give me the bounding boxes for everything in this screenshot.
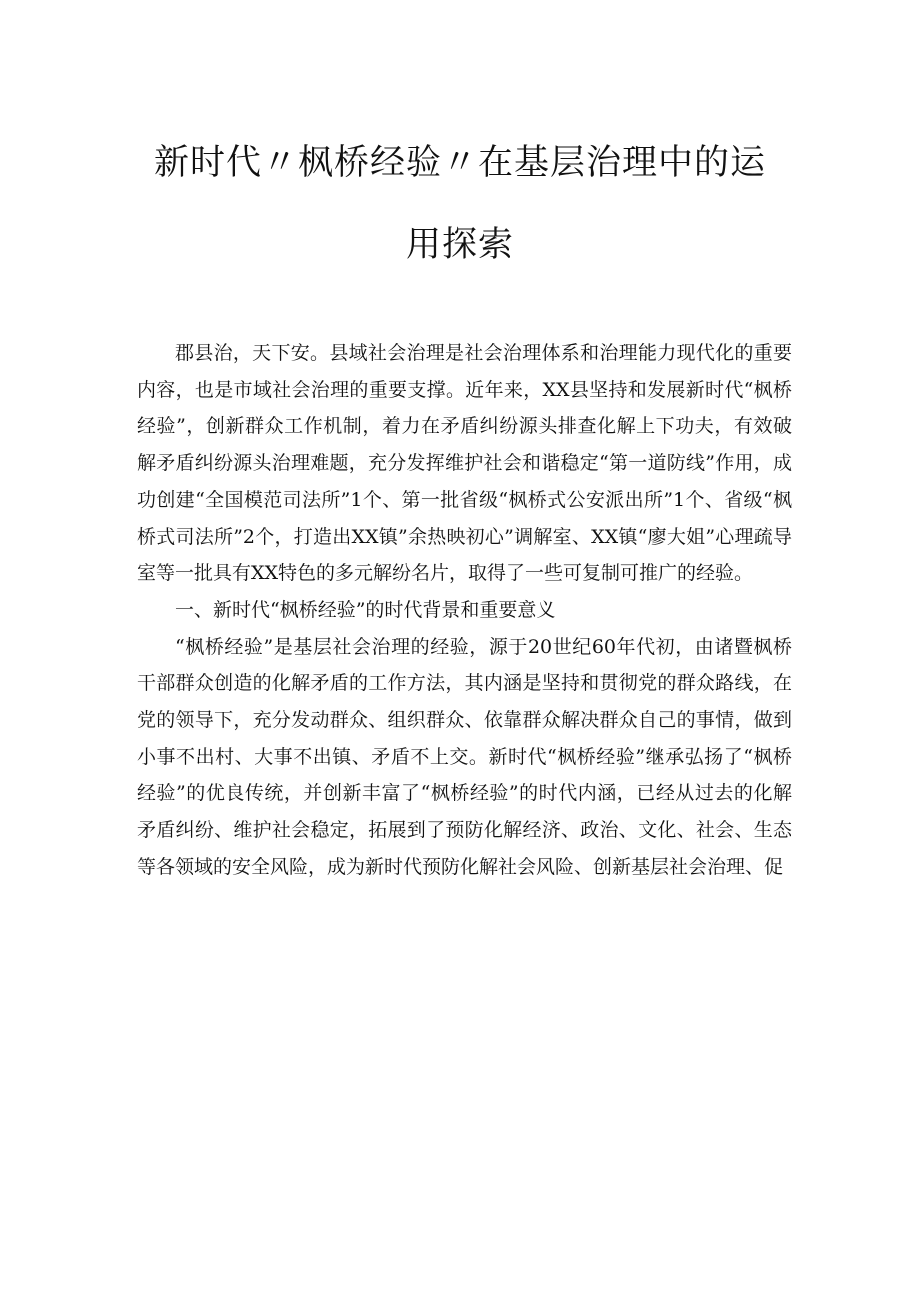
paragraph-fengqiao-background: “枫桥经验”是基层社会治理的经验，源于20世纪60年代初，由诸暨枫桥干部群众创造的化解矛盾的工作方法，其内涵是坚持和贯彻党的群众路线，在党的领导下，充分发动群众、组织群众、依靠群众解决群众自己的事情，做到小事不出村、大事不出镇、矛盾不上交。新时代“枫桥经验”继承弘扬了“枫桥经验”的优良传统，并创新丰富了“枫桥经验”的时代内涵，已经从过去的化解矛盾纠纷、维护社会稳定，拓展到了预防化解经济、政治、文化、社会、生态等各领域的安全风险，成为新时代预防化解社会风险、创新基层社会治理、促 — [137, 635, 792, 878]
document-body — [137, 335, 792, 886]
section-heading-1: 一、新时代“枫桥经验”的时代背景和重要意义 — [175, 598, 556, 621]
paragraph-intro: 郡县治，天下安。县域社会治理是社会治理体系和治理能力现代化的重要内容，也是市域社会治理的重要支撑。近年来，XX县坚持和发展新时代“枫桥经验”，创新群众工作机制，着力在矛盾纠纷源头排查化解上下功夫，有效破解矛盾纠纷源头治理难题，充分发挥维护社会和谐稳定“第一道防线”作用，成功创建“全国模范司法所”1个、第一批省级“枫桥式公安派出所”1个、省级“枫桥式司法所”2个，打造出XX镇”余热映初心”调解室、XX镇“廖大姐”心理疏导室等一批具有XX特色的多元解纷名片，取得了一些可复制可推广的经验。 — [137, 342, 792, 585]
document-title-line-2: 用探索 — [405, 225, 514, 265]
document-title-line-1: 新时代〃枫桥经验〃在基层治理中的运 — [153, 143, 766, 183]
